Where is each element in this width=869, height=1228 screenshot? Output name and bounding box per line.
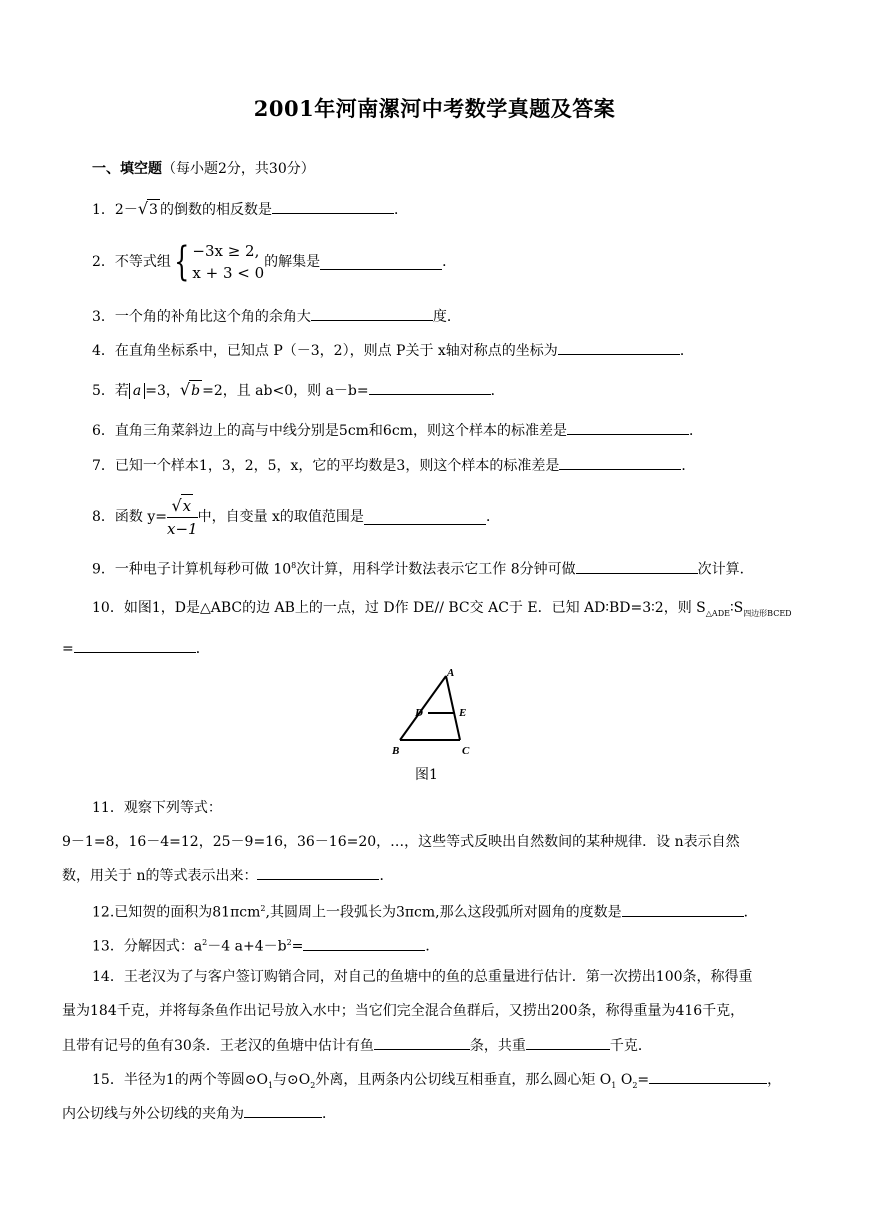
- q14-text-2: 条，共重: [469, 1038, 526, 1054]
- q5-text-2: =3，: [145, 383, 180, 399]
- question-8: [92, 494, 500, 540]
- q14-answer-blank-1[interactable]: [374, 1035, 470, 1050]
- q2-answer-blank[interactable]: [320, 255, 442, 270]
- question-11-line-1: 9－1=8，16－4=12，25－9=16，36－16=20，…，这些等式反映出自然数间的某种规律．设 n表示自然: [62, 834, 740, 850]
- q13-text: 13．分解因式：a: [92, 938, 203, 955]
- question-14-line-1: 14．王老汉为了与客户签订购销合同，对自己的鱼塘中的鱼的总重量进行估计．第一次捞出100条，称得重: [92, 969, 753, 985]
- q11-end: ．: [379, 868, 394, 884]
- question-1: 1．2－√3 的倒数的相反数是 ．: [92, 199, 408, 218]
- q9-text: 9．一种电子计算机每秒可做 10: [92, 561, 292, 578]
- q15-end: ．: [322, 1106, 336, 1122]
- q11-answer-blank[interactable]: [257, 865, 379, 880]
- q8-fraction: $\frac{√x}{x-1}$: [167, 496, 198, 538]
- q12-answer-blank[interactable]: [622, 902, 744, 917]
- side-ac: [446, 676, 460, 740]
- q5-answer-blank[interactable]: [369, 380, 491, 395]
- q15-text-6: ，: [767, 1072, 782, 1088]
- label-e: E: [459, 707, 467, 719]
- question-11-line-2: [62, 865, 393, 886]
- q9-end: 次计算．: [697, 561, 754, 578]
- brace-symbol: {: [174, 239, 190, 285]
- question-2: [92, 240, 456, 284]
- q4-text: 4．在直角坐标系中，已知点 P（－3，2），则点 P关于 x轴对称点的坐标为: [92, 343, 558, 359]
- q1-text-2: 的倒数的相反数是: [159, 202, 272, 218]
- side-ab: [400, 676, 446, 740]
- q2-line-1: −3x ≥ 2,: [192, 242, 260, 260]
- q12-exponent: 2: [260, 904, 266, 913]
- figure-caption: 图1: [415, 767, 438, 783]
- question-6: [92, 420, 703, 441]
- q5-abs-value: a: [129, 383, 145, 399]
- q1-answer-blank[interactable]: [272, 199, 394, 214]
- q15-text-7: 内公切线与外公切线的夹角为: [62, 1106, 244, 1122]
- q5-text-3: =2，且 ab<0，则 a－b=: [202, 383, 369, 399]
- q10-subscript-1: △ADE: [705, 608, 730, 618]
- label-c: C: [462, 745, 470, 756]
- q6-text: 6．直角三角菜斜边上的高与中线分别是5cm和6cm，则这个样本的标准差是: [92, 423, 567, 439]
- q6-answer-blank[interactable]: [567, 420, 689, 435]
- question-12: [92, 899, 758, 923]
- q14-text-3: 千克．: [609, 1038, 652, 1054]
- q10-text: 10．如图1，D是△ABC的边 AB上的一点，过 D作 DE// BC交 AC于 E．已知 AD∶BD=3∶2，则 S: [92, 600, 706, 616]
- q13-text-2: －4 a+4－b: [207, 938, 287, 955]
- q7-end: ．: [681, 458, 696, 474]
- q8-end: ．: [485, 509, 500, 525]
- question-5: 5．若 a =3，√b =2，且 ab<0，则 a－b= ．: [92, 380, 505, 399]
- question-14-line-2: 量为184千克，并将每条鱼作出记号放入水中；当它们完全混合鱼群后，又捞出200条，称得重量为416千克，: [62, 1003, 745, 1019]
- q13-text-3: =: [291, 938, 304, 955]
- question-9: [92, 556, 754, 580]
- q13-end: ．: [425, 938, 440, 955]
- q5-end: ．: [490, 383, 505, 399]
- q1-text: 1．2－: [92, 202, 138, 218]
- q10-subscript-2: 四边形BCED: [743, 608, 792, 618]
- q2-text-2: 的解集是: [264, 254, 321, 270]
- question-4: [92, 340, 694, 361]
- q15-sub-3: 1: [611, 1080, 617, 1090]
- q15-sub-4: 2: [632, 1080, 638, 1090]
- q8-numerator: x: [181, 494, 193, 517]
- label-d: D: [415, 707, 423, 719]
- triangle-figure: [390, 664, 480, 756]
- q3-end: 度．: [432, 309, 461, 325]
- q13-exponent-2: 2: [286, 938, 292, 947]
- question-10-line-2: [62, 638, 210, 659]
- q12-end: ．: [743, 904, 758, 921]
- question-13: [92, 933, 439, 957]
- page-title: 2001年河南漯河中考数学真题及答案: [253, 96, 616, 121]
- q5-radicand: b: [189, 380, 202, 401]
- question-3: [92, 306, 461, 327]
- label-b: B: [392, 745, 400, 756]
- q15-text: 15．半径为1的两个等圆⊙O: [92, 1072, 268, 1088]
- question-15: [92, 1069, 781, 1096]
- question-14-line-3: [62, 1035, 652, 1056]
- q15-answer-blank-2[interactable]: [244, 1103, 322, 1118]
- q15-sub-2: 2: [310, 1080, 316, 1090]
- q1-radicand: 3: [147, 199, 160, 220]
- q15-text-4: O: [616, 1072, 633, 1088]
- section-name: 一、填空题: [92, 161, 162, 177]
- q7-text: 7．已知一个样本1，3，2，5，x，它的平均数是3，则这个样本的标准差是: [92, 458, 560, 474]
- q3-text: 3．一个角的补角比这个角的余角大: [92, 309, 311, 325]
- q12-text: 12.已知贺的面积为81πcm: [92, 904, 261, 921]
- q12-text-2: ,其圆周上一段弧长为3πcm,那么这段弧所对圆角的度数是: [265, 904, 622, 921]
- question-15-line-2: [62, 1103, 336, 1124]
- q15-text-5: =: [637, 1072, 650, 1088]
- q9-answer-blank[interactable]: [576, 559, 698, 574]
- q15-sub-1: 1: [267, 1080, 274, 1090]
- q4-end: ．: [679, 343, 694, 359]
- q1-end: ．: [393, 202, 408, 218]
- q10-answer-blank[interactable]: [74, 638, 196, 653]
- q7-answer-blank[interactable]: [559, 455, 681, 470]
- q8-text: 8．函数 y=: [92, 509, 167, 525]
- inequality-system: [192, 240, 264, 284]
- q3-answer-blank[interactable]: [311, 306, 433, 321]
- q9-text-2: 次计算，用科学计数法表示它工作 8分钟可做: [296, 561, 576, 578]
- q14-text: 且带有记号的鱼有30条．王老汉的鱼塘中估计有鱼: [62, 1038, 374, 1054]
- section-note: （每小题2分，共30分）: [162, 161, 315, 177]
- label-a: A: [447, 667, 455, 679]
- q6-end: ．: [688, 423, 703, 439]
- q2-text: 2．不等式组: [92, 254, 171, 270]
- q2-line-2: x + 3 < 0: [192, 264, 265, 282]
- question-7: [92, 455, 695, 476]
- q5-text: 5．若: [92, 383, 129, 399]
- q14-answer-blank-2[interactable]: [526, 1035, 610, 1050]
- q11-text: 数，用关于 n的等式表示出来：: [62, 868, 258, 884]
- q10-text-2: ∶S: [729, 600, 744, 616]
- q2-end: ．: [442, 254, 457, 270]
- section-heading: [92, 158, 315, 178]
- q9-exponent: 8: [291, 561, 297, 570]
- q15-text-2: 与⊙O: [273, 1072, 311, 1088]
- q13-answer-blank[interactable]: [303, 936, 425, 951]
- q10-eq: =: [62, 641, 74, 657]
- q13-exponent-1: 2: [202, 938, 208, 947]
- q8-text-2: 中，自变量 x的取值范围是: [197, 509, 364, 525]
- q10-end: ．: [195, 641, 210, 657]
- question-10: [92, 598, 792, 624]
- q15-text-3: 外离，且两条内公切线互相垂直，那么圆心矩 O: [315, 1072, 612, 1088]
- question-11: 11．观察下列等式：: [92, 800, 222, 816]
- q15-answer-blank-1[interactable]: [649, 1069, 767, 1084]
- q4-answer-blank[interactable]: [558, 340, 680, 355]
- q8-answer-blank[interactable]: [364, 510, 486, 525]
- q8-denominator: x−1: [167, 520, 198, 538]
